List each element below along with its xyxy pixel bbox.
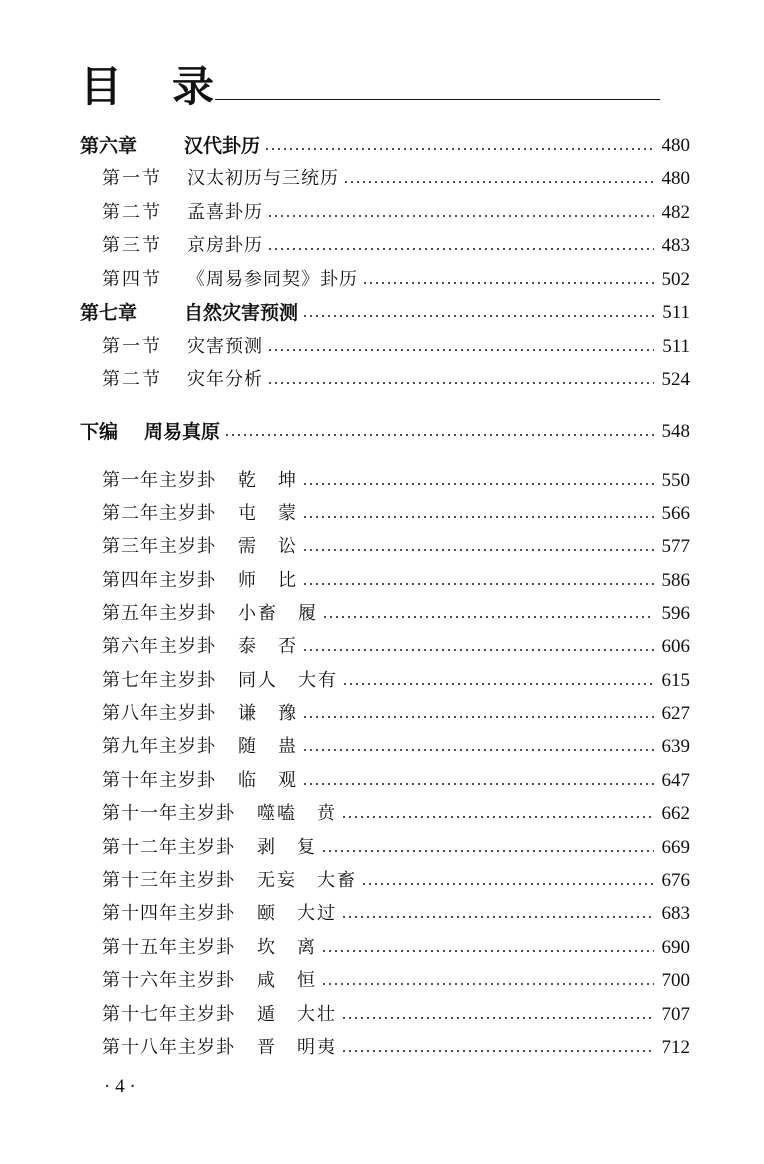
toc-entry-section[interactable] [102, 265, 690, 295]
entry-label [102, 566, 298, 596]
dot-leader [267, 382, 654, 384]
gua-year-label: 第六年主岁卦 [102, 636, 216, 657]
dot-leader [302, 583, 654, 585]
entry-label [102, 732, 298, 762]
section-title: 灾害预测 [187, 336, 263, 357]
entry-label [102, 599, 318, 629]
toc-entry-gua[interactable] [102, 966, 690, 996]
dot-leader [302, 649, 654, 651]
dot-leader [267, 215, 654, 217]
toc-entry-section[interactable] [102, 198, 690, 228]
entry-label [102, 799, 337, 829]
dot-leader [362, 282, 654, 284]
gua-names: 遁 大壮 [257, 1004, 337, 1025]
toc-entry-gua[interactable] [102, 499, 690, 529]
gua-year-label: 第十二年主岁卦 [102, 837, 235, 858]
gua-names: 需 讼 [238, 536, 298, 557]
page-number: 676 [661, 870, 690, 891]
entry-label [102, 265, 358, 295]
entry-label [102, 966, 317, 996]
page-number: 502 [661, 269, 690, 290]
section-number: 第四节 [102, 269, 162, 290]
entry-label [102, 332, 263, 362]
page-number: 627 [661, 703, 690, 724]
heading-rule [215, 99, 660, 100]
page-number: 480 [661, 135, 690, 156]
section-number: 第一节 [102, 336, 162, 357]
dot-leader [302, 716, 654, 718]
toc-entry-chapter[interactable] [80, 131, 690, 161]
page-number: 482 [661, 202, 690, 223]
page-number: 577 [661, 536, 690, 557]
dot-leader [302, 315, 654, 317]
gua-year-label: 第七年主岁卦 [102, 670, 216, 691]
dot-leader [224, 434, 654, 436]
entry-label [80, 298, 298, 328]
page-number: 480 [661, 168, 690, 189]
section-title: 灾年分析 [187, 369, 263, 390]
gua-year-label: 第十八年主岁卦 [102, 1037, 235, 1058]
page-number: 683 [661, 903, 690, 924]
page-number: 586 [661, 570, 690, 591]
dot-leader [321, 950, 654, 952]
section-number: 第三节 [102, 235, 162, 256]
gua-names: 晋 明夷 [257, 1037, 337, 1058]
dot-leader [302, 483, 654, 485]
page-number: 596 [661, 603, 690, 624]
gua-names: 无妄 大畜 [257, 870, 357, 891]
dot-leader [302, 549, 654, 551]
chapter-number: 第六章 [80, 135, 138, 157]
toc-entry-gua[interactable] [102, 632, 690, 662]
section-title: 汉太初历与三统历 [187, 168, 339, 189]
page-number: 669 [661, 837, 690, 858]
entry-label [102, 866, 357, 896]
toc-entry-part[interactable] [80, 417, 690, 447]
entry-label [102, 365, 263, 395]
gua-names: 谦 豫 [238, 703, 298, 724]
toc-entry-gua[interactable] [102, 466, 690, 496]
page-number: 550 [661, 470, 690, 491]
entry-label [102, 1000, 337, 1030]
heading-char-1: 目 [80, 62, 123, 111]
page-number: 524 [661, 369, 690, 390]
gua-names: 同人 大有 [238, 670, 338, 691]
page-number: 707 [661, 1004, 690, 1025]
section-number: 第二节 [102, 202, 162, 223]
toc-heading [80, 62, 660, 112]
gua-names: 咸 恒 [257, 970, 317, 991]
gua-names: 随 蛊 [238, 736, 298, 757]
gua-names: 乾 坤 [238, 470, 298, 491]
chapter-number: 第七章 [80, 302, 138, 324]
gua-year-label: 第十七年主岁卦 [102, 1004, 235, 1025]
gua-names: 屯 蒙 [238, 503, 298, 524]
gua-names: 剥 复 [257, 837, 317, 858]
chapter-title: 自然灾害预测 [184, 302, 299, 324]
entry-label [102, 699, 298, 729]
toc-entry-gua[interactable] [102, 866, 690, 896]
gua-year-label: 第九年主岁卦 [102, 736, 216, 757]
toc-entry-section[interactable] [102, 164, 690, 194]
toc-entry-section[interactable] [102, 231, 690, 261]
dot-leader [361, 883, 654, 885]
section-title: 孟喜卦历 [187, 202, 263, 223]
gua-year-label: 第五年主岁卦 [102, 603, 216, 624]
dot-leader [302, 516, 654, 518]
entry-label [80, 131, 260, 161]
entry-label [102, 198, 263, 228]
folio-page-number: · 4 · [104, 1076, 136, 1097]
dot-leader [302, 749, 654, 751]
gua-names: 颐 大过 [257, 903, 337, 924]
section-number: 第一节 [102, 168, 162, 189]
section-title: 京房卦历 [187, 235, 263, 256]
gua-names: 小畜 履 [238, 603, 318, 624]
dot-leader [321, 850, 654, 852]
page-number: 690 [661, 937, 690, 958]
gua-year-label: 第十六年主岁卦 [102, 970, 235, 991]
toc-entry-gua[interactable] [102, 532, 690, 562]
page-number: 511 [662, 302, 690, 323]
dot-leader [264, 148, 654, 150]
entry-label [102, 231, 263, 261]
gua-names: 坎 离 [257, 937, 317, 958]
toc-entry-gua[interactable] [102, 1033, 690, 1063]
entry-label [102, 933, 317, 963]
chapter-title: 汉代卦历 [184, 135, 261, 157]
toc-entry-gua[interactable] [102, 933, 690, 963]
gua-year-label: 第十五年主岁卦 [102, 937, 235, 958]
entry-label [80, 417, 220, 447]
gua-year-label: 第四年主岁卦 [102, 570, 216, 591]
entry-label [102, 164, 339, 194]
toc-entry-section[interactable] [102, 365, 690, 395]
page-number: 606 [661, 636, 690, 657]
gua-names: 临 观 [238, 770, 298, 791]
page-number: 712 [661, 1037, 690, 1058]
toc-entry-gua[interactable] [102, 766, 690, 796]
dot-leader [342, 683, 654, 685]
page-number: 662 [661, 803, 690, 824]
toc-entry-gua[interactable] [102, 566, 690, 596]
gua-year-label: 第一年主岁卦 [102, 470, 216, 491]
entry-label [102, 1033, 337, 1063]
gua-year-label: 第三年主岁卦 [102, 536, 216, 557]
gua-names: 泰 否 [238, 636, 298, 657]
part-title: 周易真原 [144, 421, 221, 443]
toc-entry-gua[interactable] [102, 899, 690, 929]
dot-leader [341, 1017, 654, 1019]
toc-entry-gua[interactable] [102, 666, 690, 696]
dot-leader [322, 616, 654, 618]
gua-names: 噬嗑 贲 [257, 803, 337, 824]
toc-entry-gua[interactable] [102, 732, 690, 762]
page-number: 511 [662, 336, 690, 357]
dot-leader [267, 349, 654, 351]
entry-label [102, 632, 298, 662]
entry-label [102, 833, 317, 863]
gua-year-label: 第十四年主岁卦 [102, 903, 235, 924]
gua-year-label: 第八年主岁卦 [102, 703, 216, 724]
entry-label [102, 466, 298, 496]
dot-leader [341, 916, 654, 918]
page-number: 647 [661, 770, 690, 791]
gua-year-label: 第二年主岁卦 [102, 503, 216, 524]
part-number: 下编 [80, 421, 119, 443]
toc-entry-gua[interactable] [102, 1000, 690, 1030]
gua-year-label: 第十三年主岁卦 [102, 870, 235, 891]
toc-entry-section[interactable] [102, 332, 690, 362]
section-title: 《周易参同契》卦历 [187, 269, 358, 290]
toc-entry-gua[interactable] [102, 699, 690, 729]
page-number: 639 [661, 736, 690, 757]
page-number: 700 [661, 970, 690, 991]
dot-leader [302, 783, 654, 785]
dot-leader [321, 983, 654, 985]
toc-entry-chapter[interactable] [80, 298, 690, 328]
dot-leader [343, 181, 654, 183]
heading-char-2: 录 [172, 62, 215, 111]
entry-label [102, 766, 298, 796]
entry-label [102, 899, 337, 929]
entry-label [102, 666, 338, 696]
toc-entry-gua[interactable] [102, 799, 690, 829]
page-number: 566 [661, 503, 690, 524]
dot-leader [267, 248, 654, 250]
entry-label [102, 499, 298, 529]
page-number: 615 [661, 670, 690, 691]
page-number: 483 [661, 235, 690, 256]
dot-leader [341, 1050, 654, 1052]
toc-entry-gua[interactable] [102, 833, 690, 863]
section-number: 第二节 [102, 369, 162, 390]
page-number: 548 [661, 421, 690, 442]
dot-leader [341, 816, 654, 818]
toc-entry-gua[interactable] [102, 599, 690, 629]
gua-names: 师 比 [238, 570, 298, 591]
entry-label [102, 532, 298, 562]
gua-year-label: 第十一年主岁卦 [102, 803, 235, 824]
gua-year-label: 第十年主岁卦 [102, 770, 216, 791]
